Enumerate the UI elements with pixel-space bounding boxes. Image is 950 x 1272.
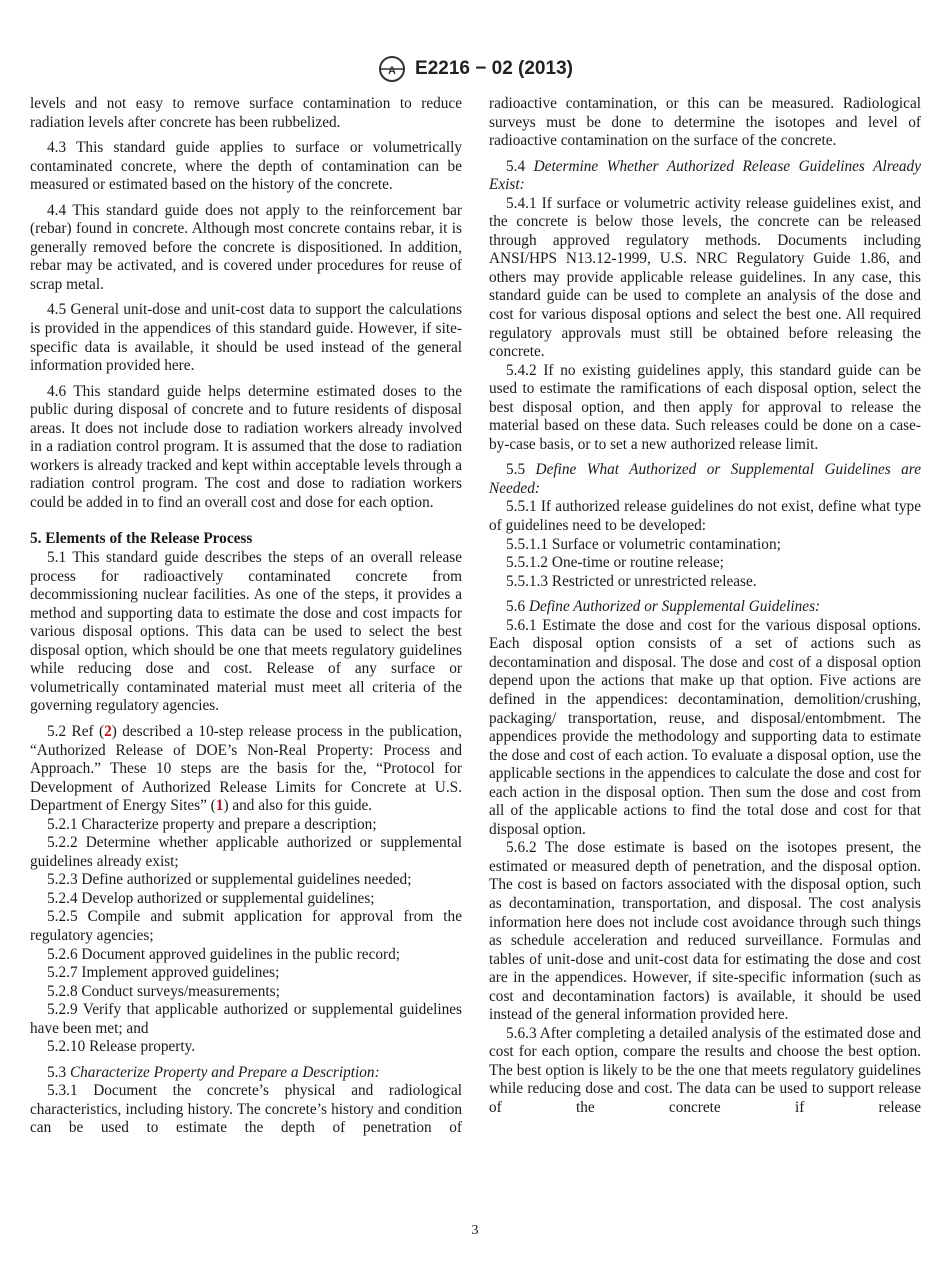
- paragraph: [30, 202, 462, 295]
- paragraph: [30, 95, 462, 132]
- paragraph: [30, 964, 462, 983]
- subsection-title: Characterize Property and Prepare a Description:: [69, 1063, 380, 1081]
- paragraph: [489, 536, 921, 555]
- paragraph: [489, 195, 921, 362]
- left-column: [30, 95, 462, 1138]
- paragraph-text: levels and not easy to remove surface contamination to reduce radiation levels after concrete has been rubbelized.: [30, 95, 462, 131]
- subsection-title: Define Authorized or Supplemental Guidelines:: [528, 598, 821, 616]
- paragraph: [30, 723, 462, 816]
- paragraph-text: 5.2.2 Determine whether applicable authorized or supplemental guidelines already exist;: [30, 834, 462, 870]
- paragraph: [489, 498, 921, 535]
- paragraph-text: 5.5.1.1 Surface or volumetric contamination;: [506, 535, 781, 553]
- paragraph-text: 5.2.10 Release property.: [47, 1038, 196, 1056]
- paragraph-text: 5.4: [506, 157, 534, 175]
- paragraph-text: 5.6.1 Estimate the dose and cost for the various disposal options. Each disposal option consists of a set of actions such as decontamination and disposal. The dose and cost of a disposal option depend upon the actions that make up that option. Five actions are defined in the appendices: decontamination, demolition/crushing, packaging/ transportation, reuse, and disposal/entombment. The appendices provide the methodology and supporting data to estimate the dose and cost of each action. To evaluate a disposal option, use the applicable sections in the appendices to calculate the dose and cost for each action in the disposal option. Then sum the dose and cost from all of the applicable actions to find the total dose and cost for that disposal option.: [489, 616, 921, 838]
- paragraph-text: 5.6.2 The dose estimate is based on the isotopes present, the estimated or measured depth of penetration, and the disposal option. The cost is based on factors associated with the disposal option, such as decontamination, transportation, and disposal. The cost analysis information here does not include cost avoidance through such things as schedule acceleration and reduced surveillance. Formulas and tables of unit-dose and unit-cost data for estimating the dose and cost are in the appendices. However, if site-specific information (such as cost and decontamination factors) is available, it should be used instead of the general information provided here.: [489, 839, 921, 1024]
- paragraph: [30, 139, 462, 195]
- paragraph: [30, 946, 462, 965]
- paragraph: [30, 834, 462, 871]
- paragraph: [30, 301, 462, 375]
- paragraph: [30, 1038, 462, 1057]
- right-column: [489, 95, 921, 1118]
- paragraph-text: 5.2.5 Compile and submit application for approval from the regulatory agencies;: [30, 908, 462, 944]
- paragraph: [30, 1001, 462, 1038]
- paragraph-text: 5.2.1 Characterize property and prepare a description;: [47, 815, 377, 833]
- svg-text:A: A: [388, 65, 397, 77]
- paragraph-text: 4.3 This standard guide applies to surface or volumetrically contaminated concrete, where the depth of contamination can be measured or estimated based on the history of the concrete.: [30, 139, 462, 194]
- paragraph-text: ) and also for this guide.: [223, 797, 373, 815]
- paragraph-text: 5.6.3 After completing a detailed analysis of the estimated dose and cost for each option, compare the results and choose the best option. The best option is likely to be the one that meets regulatory guidelines while reducing dose and cost. The data can be used to support release of the concrete if release: [489, 1024, 921, 1116]
- paragraph: [30, 871, 462, 890]
- paragraph-text: 5.5.1.3 Restricted or unrestricted release.: [506, 572, 757, 590]
- paragraph: [489, 839, 921, 1024]
- paragraph-text: 5.2.8 Conduct surveys/measurements;: [47, 982, 280, 1000]
- paragraph-text: 4.4 This standard guide does not apply to the reinforcement bar (rebar) found in concrete. Although most concrete contains rebar, it is generally removed before the concrete is dispositioned. In addition, rebar may be activated, and is covered under procedures for reuse of scrap metal.: [30, 201, 462, 293]
- paragraph-text: 5.3.1 Document the concrete’s physical and radiological characteristics, including history. The concrete’s history and condition can be used to estimate the depth of penetration of: [30, 1082, 462, 1137]
- paragraph: [489, 617, 921, 840]
- paragraph: [489, 554, 921, 573]
- paragraph-text: 5.5: [506, 461, 536, 479]
- paragraph-text: 4.6 This standard guide helps determine estimated doses to the public during disposal of concrete and to future residents of disposal areas. It does not include dose to radiation workers already involved in a radiation control program. It is assumed that the dose to radiation workers is already tracked and kept within acceptable levels through a radiation control program. The cost and dose to radiation workers could be added in to find an overall cost and dose for each option.: [30, 382, 462, 511]
- paragraph-text: 5.2.3 Define authorized or supplemental guidelines needed;: [47, 871, 412, 889]
- astm-logo-icon: [377, 55, 407, 83]
- paragraph: [30, 908, 462, 945]
- paragraph: [489, 573, 921, 592]
- reference-link[interactable]: 2: [104, 722, 112, 740]
- paragraph: [30, 983, 462, 1002]
- page-header: [0, 55, 950, 83]
- paragraph-text: 5.2.4 Develop authorized or supplemental guidelines;: [47, 889, 375, 907]
- paragraph-text: 5.2.6 Document approved guidelines in the public record;: [47, 945, 401, 963]
- subsection-title: Define What Authorized or Supplemental Guidelines are Needed:: [489, 461, 921, 497]
- paragraph-text: 5.4.1 If surface or volumetric activity release guidelines exist, and the concrete is below those levels, the concrete can be released through approved regulatory methods. Documents including ANSI/HPS N13.12-1999, U.S. NRC Regulatory Guide 1.86, and others may provide applicable release guidelines. In any case, this standard guide can be used to complete an analysis of the dose and cost for various disposal options and select the best one. All required regulatory approvals must still be obtained before releasing the concrete.: [489, 194, 921, 361]
- document-designation: E2216 − 02 (2013): [415, 57, 573, 79]
- paragraph-text: ) described a 10-step release process in the publication, “Authorized Release of DOE’s Non-Real Property: Process and Approach.” These 10 steps are the basis for the, “Protocol for Development of Authorized Release Limits for Concrete at U.S. Department of Energy Sites” (: [30, 722, 462, 815]
- paragraph: [489, 598, 921, 617]
- paragraph-text: 5.5.1 If authorized release guidelines do not exist, define what type of guidelines need to be developed:: [489, 498, 921, 535]
- section-heading: [30, 530, 462, 549]
- paragraph-text: 5.1 This standard guide describes the steps of an overall release process for radioactively contaminated concrete from decommissioning nuclear facilities. As one of the steps, it provides a method and supporting data to estimate the dose and cost impacts for various disposal options. This data can be used to select the best disposal option, which should be one that meets regulatory guidelines while reducing dose and cost. Release of any surface or volumetrically contaminated material must meet all criteria of the governing regulatory agencies.: [30, 549, 462, 715]
- page-number: 3: [471, 1223, 479, 1238]
- paragraph: [489, 95, 921, 151]
- paragraph: [30, 890, 462, 909]
- paragraph-text: radioactive contamination, or this can be measured. Radiological surveys must be done to determine the isotopes and level of radioactive contamination on the surface of the concrete.: [489, 95, 921, 150]
- reference-link[interactable]: 1: [215, 797, 224, 815]
- paragraph-text: 5.2.9 Verify that applicable authorized or supplemental guidelines have been met; and: [30, 1001, 462, 1037]
- paragraph: [30, 1082, 462, 1138]
- paragraph-text: 5.4.2 If no existing guidelines apply, this standard guide can be used to estimate the ramifications of each disposal option, select the best disposal option, and then apply for approval to release the material based on these data. Such releases could be done on a case-by-case basis, or to set a new authorized release limit.: [489, 361, 921, 453]
- paragraph: [30, 816, 462, 835]
- paragraph-text: 5.2 Ref (: [47, 722, 105, 740]
- paragraph: [30, 549, 462, 716]
- paragraph-text: 5.3: [47, 1063, 70, 1081]
- paragraph: [30, 383, 462, 513]
- paragraph: [30, 1064, 462, 1083]
- paragraph: [489, 158, 921, 195]
- paragraph-text: 5. Elements of the Release Process: [30, 530, 253, 548]
- subsection-title: Determine Whether Authorized Release Guidelines Already Exist:: [489, 157, 921, 194]
- paragraph-text: 4.5 General unit-dose and unit-cost data to support the calculations is provided in the appendices of this standard guide. However, if site-specific data is available, it should be used instead of the general information provided here.: [30, 301, 462, 375]
- paragraph: [489, 461, 921, 498]
- paragraph-text: 5.6: [506, 598, 529, 616]
- paragraph: [489, 1025, 921, 1118]
- paragraph: [489, 362, 921, 455]
- paragraph-text: 5.5.1.2 One-time or routine release;: [506, 554, 724, 572]
- paragraph-text: 5.2.7 Implement approved guidelines;: [47, 964, 280, 982]
